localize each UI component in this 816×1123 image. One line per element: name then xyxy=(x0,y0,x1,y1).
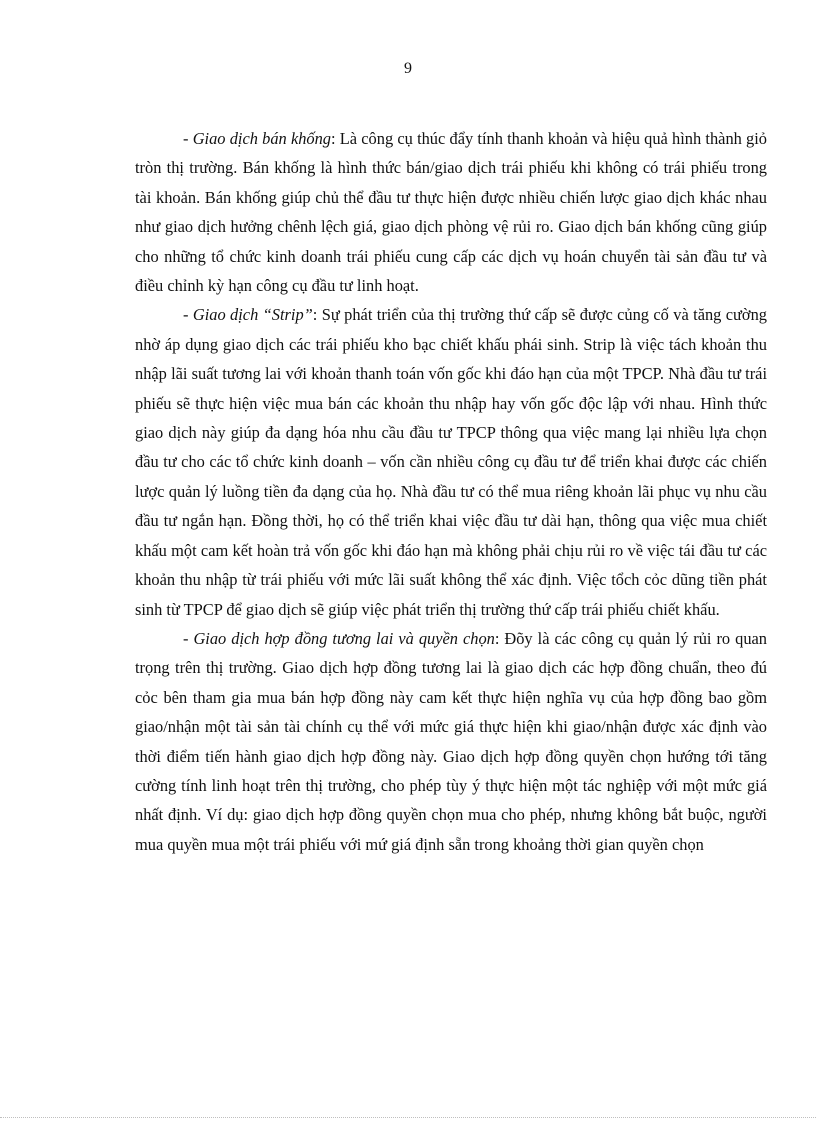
term-strip: Giao dịch “Strip” xyxy=(192,305,313,325)
paragraph-lead: - xyxy=(183,628,194,648)
page-number: 9 xyxy=(404,60,412,77)
paragraph-strip xyxy=(135,300,767,623)
paragraph-lead: - xyxy=(183,305,193,325)
paragraph-text: : Là công cụ thúc đẩy tính thanh khoản và hiệu quả hình thành giỏ tròn thị trường. Bán khống là hình thức bán/giao dịch trái phiếu khi không có trái phiếu trong tài khoản. Bán khống giúp chủ thể đầu tư thực hiện được nhiều chiến lược giao dịch khác nhau như giao dịch hưởng chênh lệch giá, giao dịch phòng vệ rủi ro. Giao dịch bán khống cũng giúp cho những tổ chức kinh doanh trái phiếu cung cấp các dịch vụ hoán chuyển tài sản đầu tư và điều chỉnh kỳ hạn công cụ đầu tư linh hoạt. xyxy=(135,129,767,296)
page-bottom-divider xyxy=(0,1117,816,1118)
paragraph-futures-options xyxy=(135,624,767,859)
paragraph-short-selling xyxy=(135,124,767,300)
paragraph-text: : Sự phát triển của thị trường thứ cấp sẽ được củng cố và tăng cường nhờ áp dụng giao dịch các trái phiếu kho bạc chiết khấu phái sinh. Strip là việc tách khoản thu nhập lãi suất tương lai với khoản thanh toán vốn gốc khi đáo hạn của một TPCP. Nhà đầu tư trái phiếu sẽ thực hiện việc mua bán các khoản thu nhập hay vốn gốc độc lập với nhau. Hình thức giao dịch này giúp đa dạng hóa nhu cầu đầu tư TPCP thông qua việc mang lại nhiều lựa chọn đầu tư cho các tổ chức kinh doanh – vốn cần nhiều công cụ đầu tư để triển khai được các chiến lược quản lý luồng tiền đa dạng của họ. Nhà đầu tư có thể mua riêng khoản lãi phục vụ nhu cầu đầu tư ngắn hạn. Đồng thời, họ có thể triển khai việc đầu tư dài hạn, thông qua việc mua chiết khấu một cam kết hoàn trả vốn gốc khi đáo hạn mà không phải chịu rủi ro về việc tái đầu tư các khoản thu nhập từ trái phiếu với mức lãi suất không thể xác định. Việc tổch cỏc dũng tiền phát sinh từ TPCP để giao dịch sẽ giúp việc phát triển thị trường thứ cấp trái phiếu chiết khấu. xyxy=(135,305,767,619)
document-body xyxy=(135,124,767,859)
term-futures-options: Giao dịch hợp đồng tương lai và quyền chọn xyxy=(193,628,495,648)
term-short-selling: Giao dịch bán khống xyxy=(192,129,331,148)
paragraph-text: : Đõy là các công cụ quản lý rủi ro quan trọng trên thị trường. Giao dịch hợp đồng tương lai là giao dịch các hợp đồng chuẩn, theo đú cỏc bên tham gia mua bán hợp đồng này cam kết thực hiện nghĩa vụ của hợp đồng bao gồm giao/nhận một tài sản tài chính cụ thể với mức giá thực hiện khi giao/nhận được xác định vào thời điểm tiến hành giao dịch hợp đồng này. Giao dịch hợp đồng quyền chọn hướng tới tăng cường tính linh hoạt trên thị trường, cho phép tùy ý thực hiện một tác nghiệp với một mức giá nhất định. Ví dụ: giao dịch hợp đồng quyền chọn mua cho phép, nhưng không bắt buộc, người mua quyền mua một trái phiếu với mứ giá định sẵn trong khoảng thời gian quyền chọn xyxy=(135,628,767,854)
paragraph-lead: - xyxy=(183,129,193,148)
